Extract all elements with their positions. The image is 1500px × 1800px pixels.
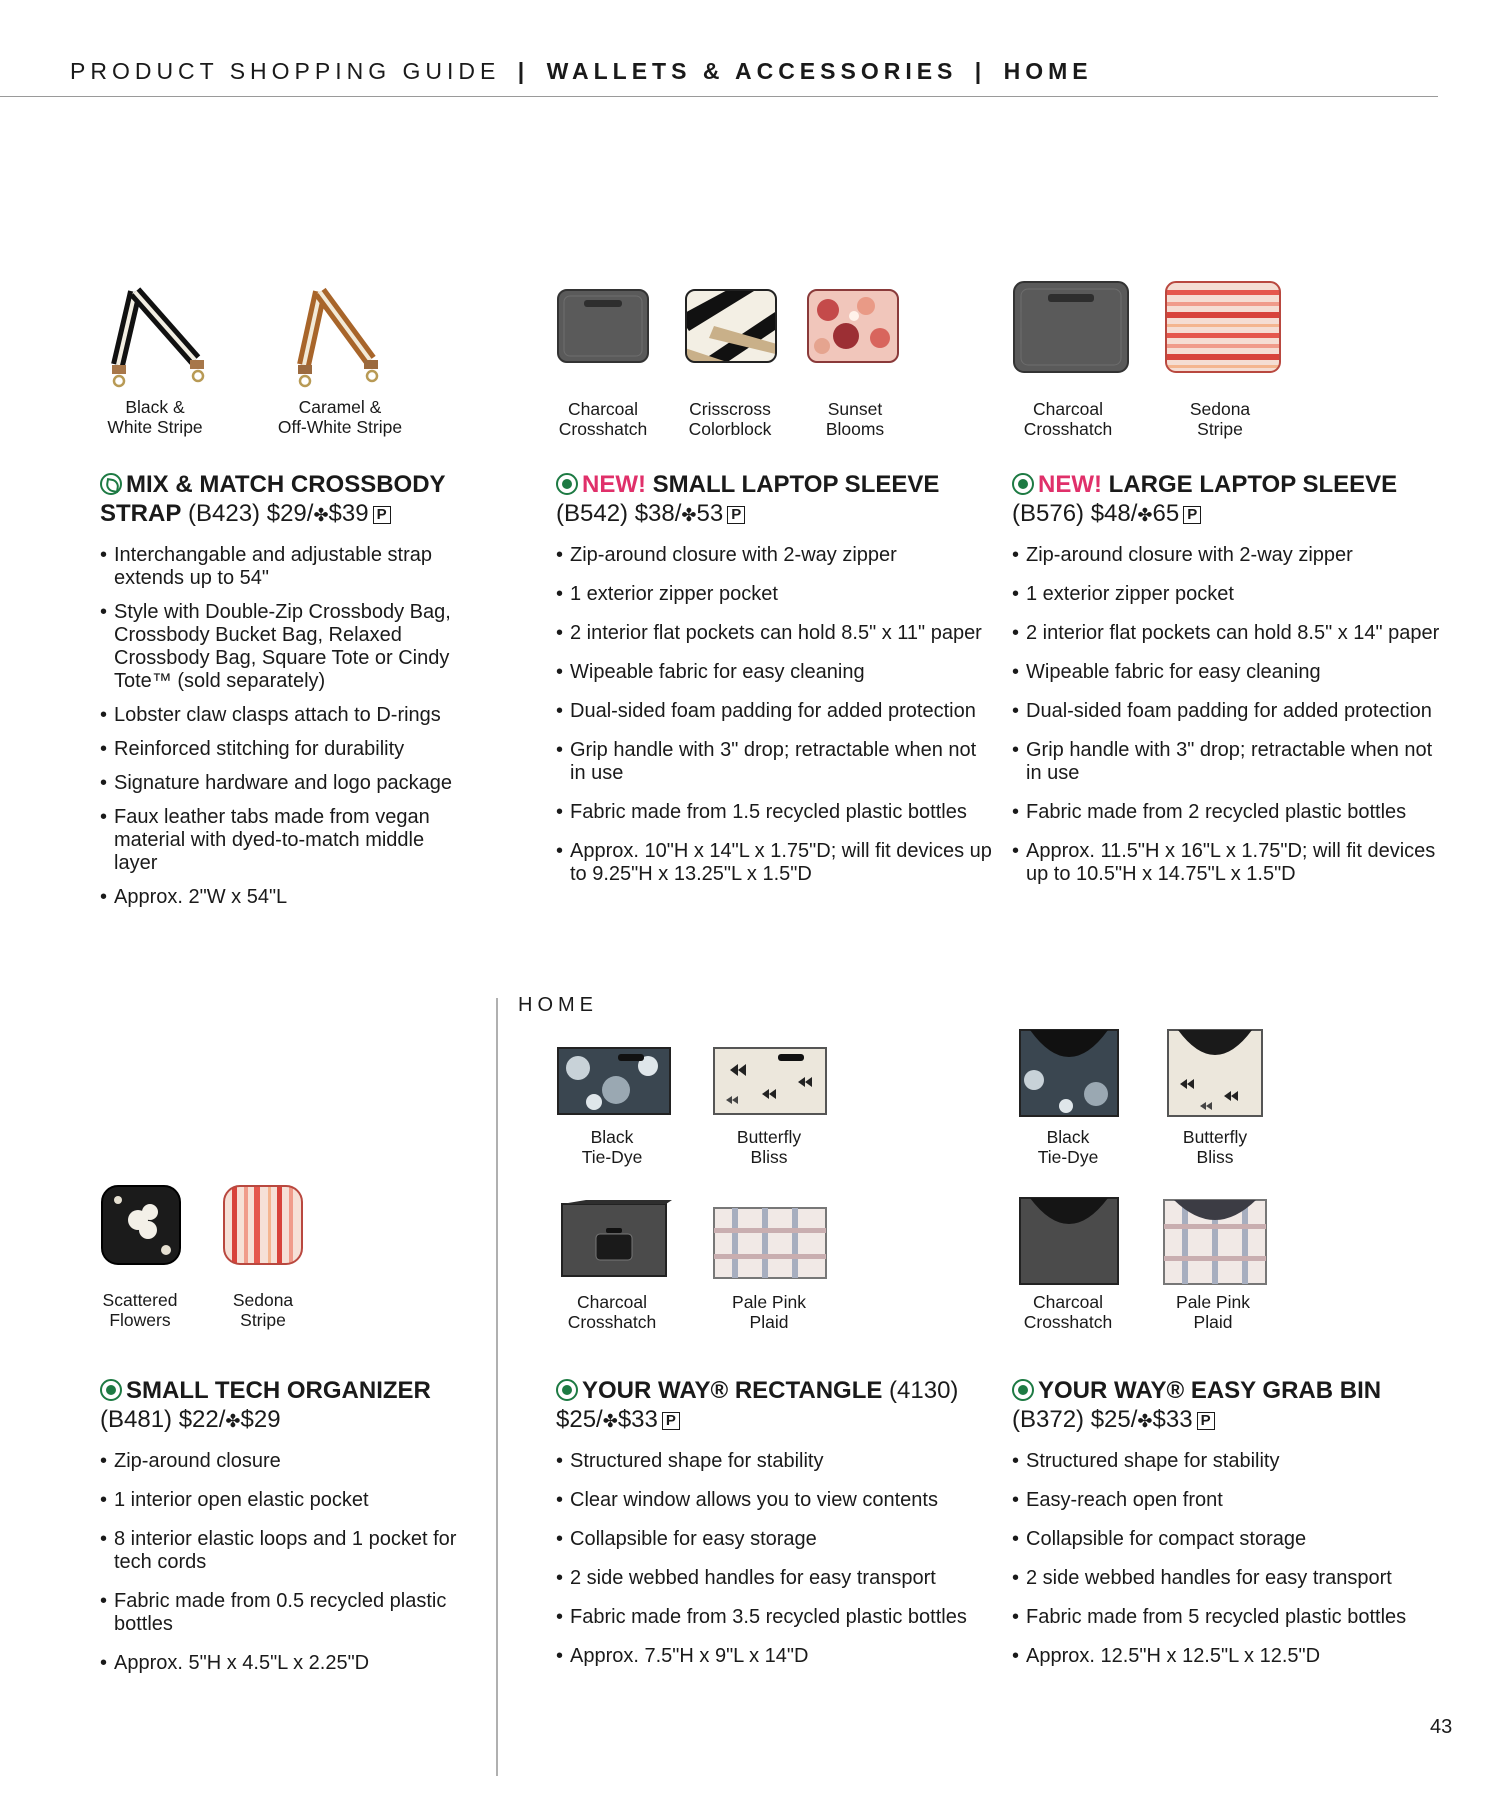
eco-recycle-icon [556, 473, 578, 495]
feature-list [1012, 1450, 1442, 1668]
header-section: WALLETS & ACCESSORIES [546, 58, 958, 84]
small-laptop-sunset-image[interactable] [806, 286, 900, 366]
rectangle-butterfly-image[interactable] [712, 1044, 828, 1118]
list-item: • Fabric made from 5 recycled plastic bottles [1012, 1606, 1442, 1629]
small-laptop-crisscross-image[interactable] [684, 286, 778, 366]
swatch-caption: Charcoal Crosshatch [558, 399, 648, 439]
list-item: • Faux leather tabs made from vegan material with dyed-to-match middle layer [100, 806, 460, 875]
list-item: • Grip handle with 3" drop; retractable when not in use [1012, 739, 1452, 785]
list-item: • Approx. 5"H x 4.5"L x 2.25"D [100, 1652, 480, 1675]
tech-organizer-scattered-image[interactable] [100, 1180, 184, 1268]
product-small-tech-organizer [100, 1376, 480, 1691]
product-code: (B372) $25/ [1012, 1406, 1138, 1433]
page-number: 43 [1430, 1716, 1453, 1738]
page-header [70, 58, 1093, 85]
swatch-caption: Pale Pink Plaid [1176, 1292, 1250, 1332]
product-price: $25/ [556, 1406, 603, 1433]
ca-price: $29 [240, 1406, 281, 1433]
list-item: • Dual-sided foam padding for added protection [1012, 700, 1452, 723]
list-item: • Zip-around closure with 2-way zipper [556, 544, 996, 567]
swatch-caption: Caramel & Off-White Stripe [277, 397, 403, 437]
tech-organizer-sedona-image[interactable] [222, 1180, 306, 1268]
list-item: • 1 exterior zipper pocket [1012, 583, 1452, 606]
swatch-caption: Sunset Blooms [825, 399, 885, 439]
list-item: • Approx. 12.5"H x 12.5"L x 12.5"D [1012, 1645, 1442, 1668]
rectangle-charcoal-image[interactable] [556, 1198, 672, 1282]
list-item: • Fabric made from 3.5 recycled plastic bottles [556, 1606, 996, 1629]
maple-leaf-icon: ✤ [602, 1411, 618, 1431]
eco-recycle-icon [1012, 473, 1034, 495]
header-separator: | [974, 58, 987, 84]
swatch-caption: Sedona Stripe [232, 1290, 294, 1330]
swatch-caption: Butterfly Bliss [736, 1127, 802, 1167]
swatch-caption: Pale Pink Plaid [732, 1292, 806, 1332]
strap-caramel-image[interactable] [292, 280, 397, 390]
product-title: MIX & MATCH CROSSBODY STRAP (B423) $29/✤$39 P [100, 471, 446, 527]
large-laptop-sedona-image[interactable] [1164, 278, 1282, 376]
swatch-caption: Sedona Stripe [1189, 399, 1251, 439]
swatch-caption: Charcoal Crosshatch [567, 1292, 657, 1332]
header-subsection: HOME [1003, 58, 1093, 84]
list-item: • Zip-around closure with 2-way zipper [1012, 544, 1452, 567]
new-badge: NEW! [582, 471, 646, 498]
list-item: • Grip handle with 3" drop; retractable when not in use [556, 739, 996, 785]
list-item: • Signature hardware and logo package [100, 772, 460, 795]
ca-price: 53 [696, 500, 724, 527]
product-small-laptop-sleeve [556, 470, 996, 902]
maple-leaf-icon: ✤ [225, 1411, 241, 1431]
product-code: (B576) $48/ [1012, 500, 1138, 527]
grab-bin-pale-pink-plaid-image[interactable] [1160, 1194, 1270, 1288]
grab-bin-charcoal-image[interactable] [1016, 1192, 1122, 1288]
feature-list [100, 1450, 480, 1675]
product-your-way-easy-grab-bin [1012, 1376, 1442, 1684]
maple-leaf-icon: ✤ [313, 505, 329, 525]
list-item: • Style with Double-Zip Crossbody Bag, Crossbody Bucket Bag, Relaxed Crossbody Bag, Square Tote or Cindy Tote™ (sold separately) [100, 601, 460, 693]
list-item: • Structured shape for stability [1012, 1450, 1442, 1473]
product-title: NEW! SMALL LAPTOP SLEEVE (B542) $38/✤53 P [556, 471, 940, 527]
list-item: • Collapsible for compact storage [1012, 1528, 1442, 1551]
list-item: • Zip-around closure [100, 1450, 480, 1473]
list-item: • Approx. 2"W x 54"L [100, 886, 460, 909]
list-item: • Clear window allows you to view contents [556, 1489, 996, 1512]
list-item: • Fabric made from 0.5 recycled plastic bottles [100, 1590, 480, 1636]
maple-leaf-icon: ✤ [1137, 505, 1153, 525]
swatch-caption: Black Tie-Dye [581, 1127, 643, 1167]
small-laptop-charcoal-image[interactable] [556, 286, 650, 366]
p-mark-icon: P [1183, 506, 1201, 524]
list-item: • Approx. 10"H x 14"L x 1.75"D; will fit devices up to 9.25"H x 13.25"L x 1.5"D [556, 840, 996, 886]
header-guide: PRODUCT SHOPPING GUIDE [70, 58, 501, 84]
home-section-label: HOME [518, 994, 598, 1016]
list-item: • 8 interior elastic loops and 1 pocket for tech cords [100, 1528, 480, 1574]
list-item: • Approx. 7.5"H x 9"L x 14"D [556, 1645, 996, 1668]
swatch-caption: Black & White Stripe [107, 397, 203, 437]
swatch-caption: Crisscross Colorblock [688, 399, 772, 439]
section-divider [496, 998, 498, 1776]
product-title: SMALL TECH ORGANIZER (B481) $22/✤$29 [100, 1377, 431, 1433]
list-item: • Fabric made from 2 recycled plastic bottles [1012, 801, 1452, 824]
feature-list [556, 1450, 996, 1668]
maple-leaf-icon: ✤ [681, 505, 697, 525]
ca-price: $33 [617, 1406, 658, 1433]
list-item: • Dual-sided foam padding for added protection [556, 700, 996, 723]
ca-price: 65 [1152, 500, 1180, 527]
header-rule [0, 96, 1438, 97]
header-separator: | [517, 58, 530, 84]
eco-leaf-icon [100, 473, 122, 495]
product-code: (B423) $29/ [188, 500, 314, 527]
list-item: • 2 interior flat pockets can hold 8.5" x 11" paper [556, 622, 996, 645]
list-item: • Fabric made from 1.5 recycled plastic bottles [556, 801, 996, 824]
product-crossbody-strap [100, 470, 460, 920]
grab-bin-black-tiedye-image[interactable] [1016, 1024, 1122, 1120]
eco-recycle-icon [556, 1379, 578, 1401]
grab-bin-butterfly-image[interactable] [1164, 1024, 1266, 1120]
swatch-caption: Scattered Flowers [102, 1290, 178, 1330]
product-code: (B542) $38/ [556, 500, 682, 527]
ca-price: $33 [1152, 1406, 1193, 1433]
feature-list [1012, 544, 1452, 886]
swatch-caption: Butterfly Bliss [1182, 1127, 1248, 1167]
list-item: • Structured shape for stability [556, 1450, 996, 1473]
product-title: YOUR WAY® RECTANGLE (4130) $25/✤$33 P [556, 1377, 959, 1433]
swatch-caption: Charcoal Crosshatch [1023, 1292, 1113, 1332]
p-mark-icon: P [662, 1412, 680, 1430]
strap-black-white-image[interactable] [110, 280, 215, 390]
rectangle-pale-pink-plaid-image[interactable] [712, 1204, 828, 1282]
list-item: • 1 exterior zipper pocket [556, 583, 996, 606]
list-item: • Easy-reach open front [1012, 1489, 1442, 1512]
list-item: • Wipeable fabric for easy cleaning [1012, 661, 1452, 684]
p-mark-icon: P [1197, 1412, 1215, 1430]
list-item: • 2 side webbed handles for easy transport [556, 1567, 996, 1590]
list-item: • Approx. 11.5"H x 16"L x 1.75"D; will fit devices up to 10.5"H x 14.75"L x 1.5"D [1012, 840, 1452, 886]
product-code: (B481) $22/ [100, 1406, 226, 1433]
eco-recycle-icon [100, 1379, 122, 1401]
product-title: YOUR WAY® EASY GRAB BIN (B372) $25/✤$33 P [1012, 1377, 1382, 1433]
list-item: • 2 side webbed handles for easy transport [1012, 1567, 1442, 1590]
list-item: • 2 interior flat pockets can hold 8.5" x 14" paper [1012, 622, 1452, 645]
p-mark-icon: P [727, 506, 745, 524]
product-code: (4130) [889, 1377, 959, 1404]
list-item: • Reinforced stitching for durability [100, 738, 460, 761]
list-item: • Interchangable and adjustable strap extends up to 54" [100, 544, 460, 590]
list-item: • Collapsible for easy storage [556, 1528, 996, 1551]
swatch-caption: Black Tie-Dye [1037, 1127, 1099, 1167]
new-badge: NEW! [1038, 471, 1102, 498]
feature-list [556, 544, 996, 886]
product-title: NEW! LARGE LAPTOP SLEEVE (B576) $48/✤65 P [1012, 471, 1398, 527]
maple-leaf-icon: ✤ [1137, 1411, 1153, 1431]
product-your-way-rectangle [556, 1376, 996, 1684]
p-mark-icon: P [373, 506, 391, 524]
list-item: • Wipeable fabric for easy cleaning [556, 661, 996, 684]
feature-list [100, 544, 460, 909]
large-laptop-charcoal-image[interactable] [1012, 278, 1130, 376]
swatch-caption: Charcoal Crosshatch [1023, 399, 1113, 439]
eco-recycle-icon [1012, 1379, 1034, 1401]
ca-price: $39 [328, 500, 369, 527]
list-item: • Lobster claw clasps attach to D-rings [100, 704, 460, 727]
product-large-laptop-sleeve [1012, 470, 1452, 902]
list-item: • 1 interior open elastic pocket [100, 1489, 480, 1512]
rectangle-black-tiedye-image[interactable] [556, 1044, 672, 1118]
